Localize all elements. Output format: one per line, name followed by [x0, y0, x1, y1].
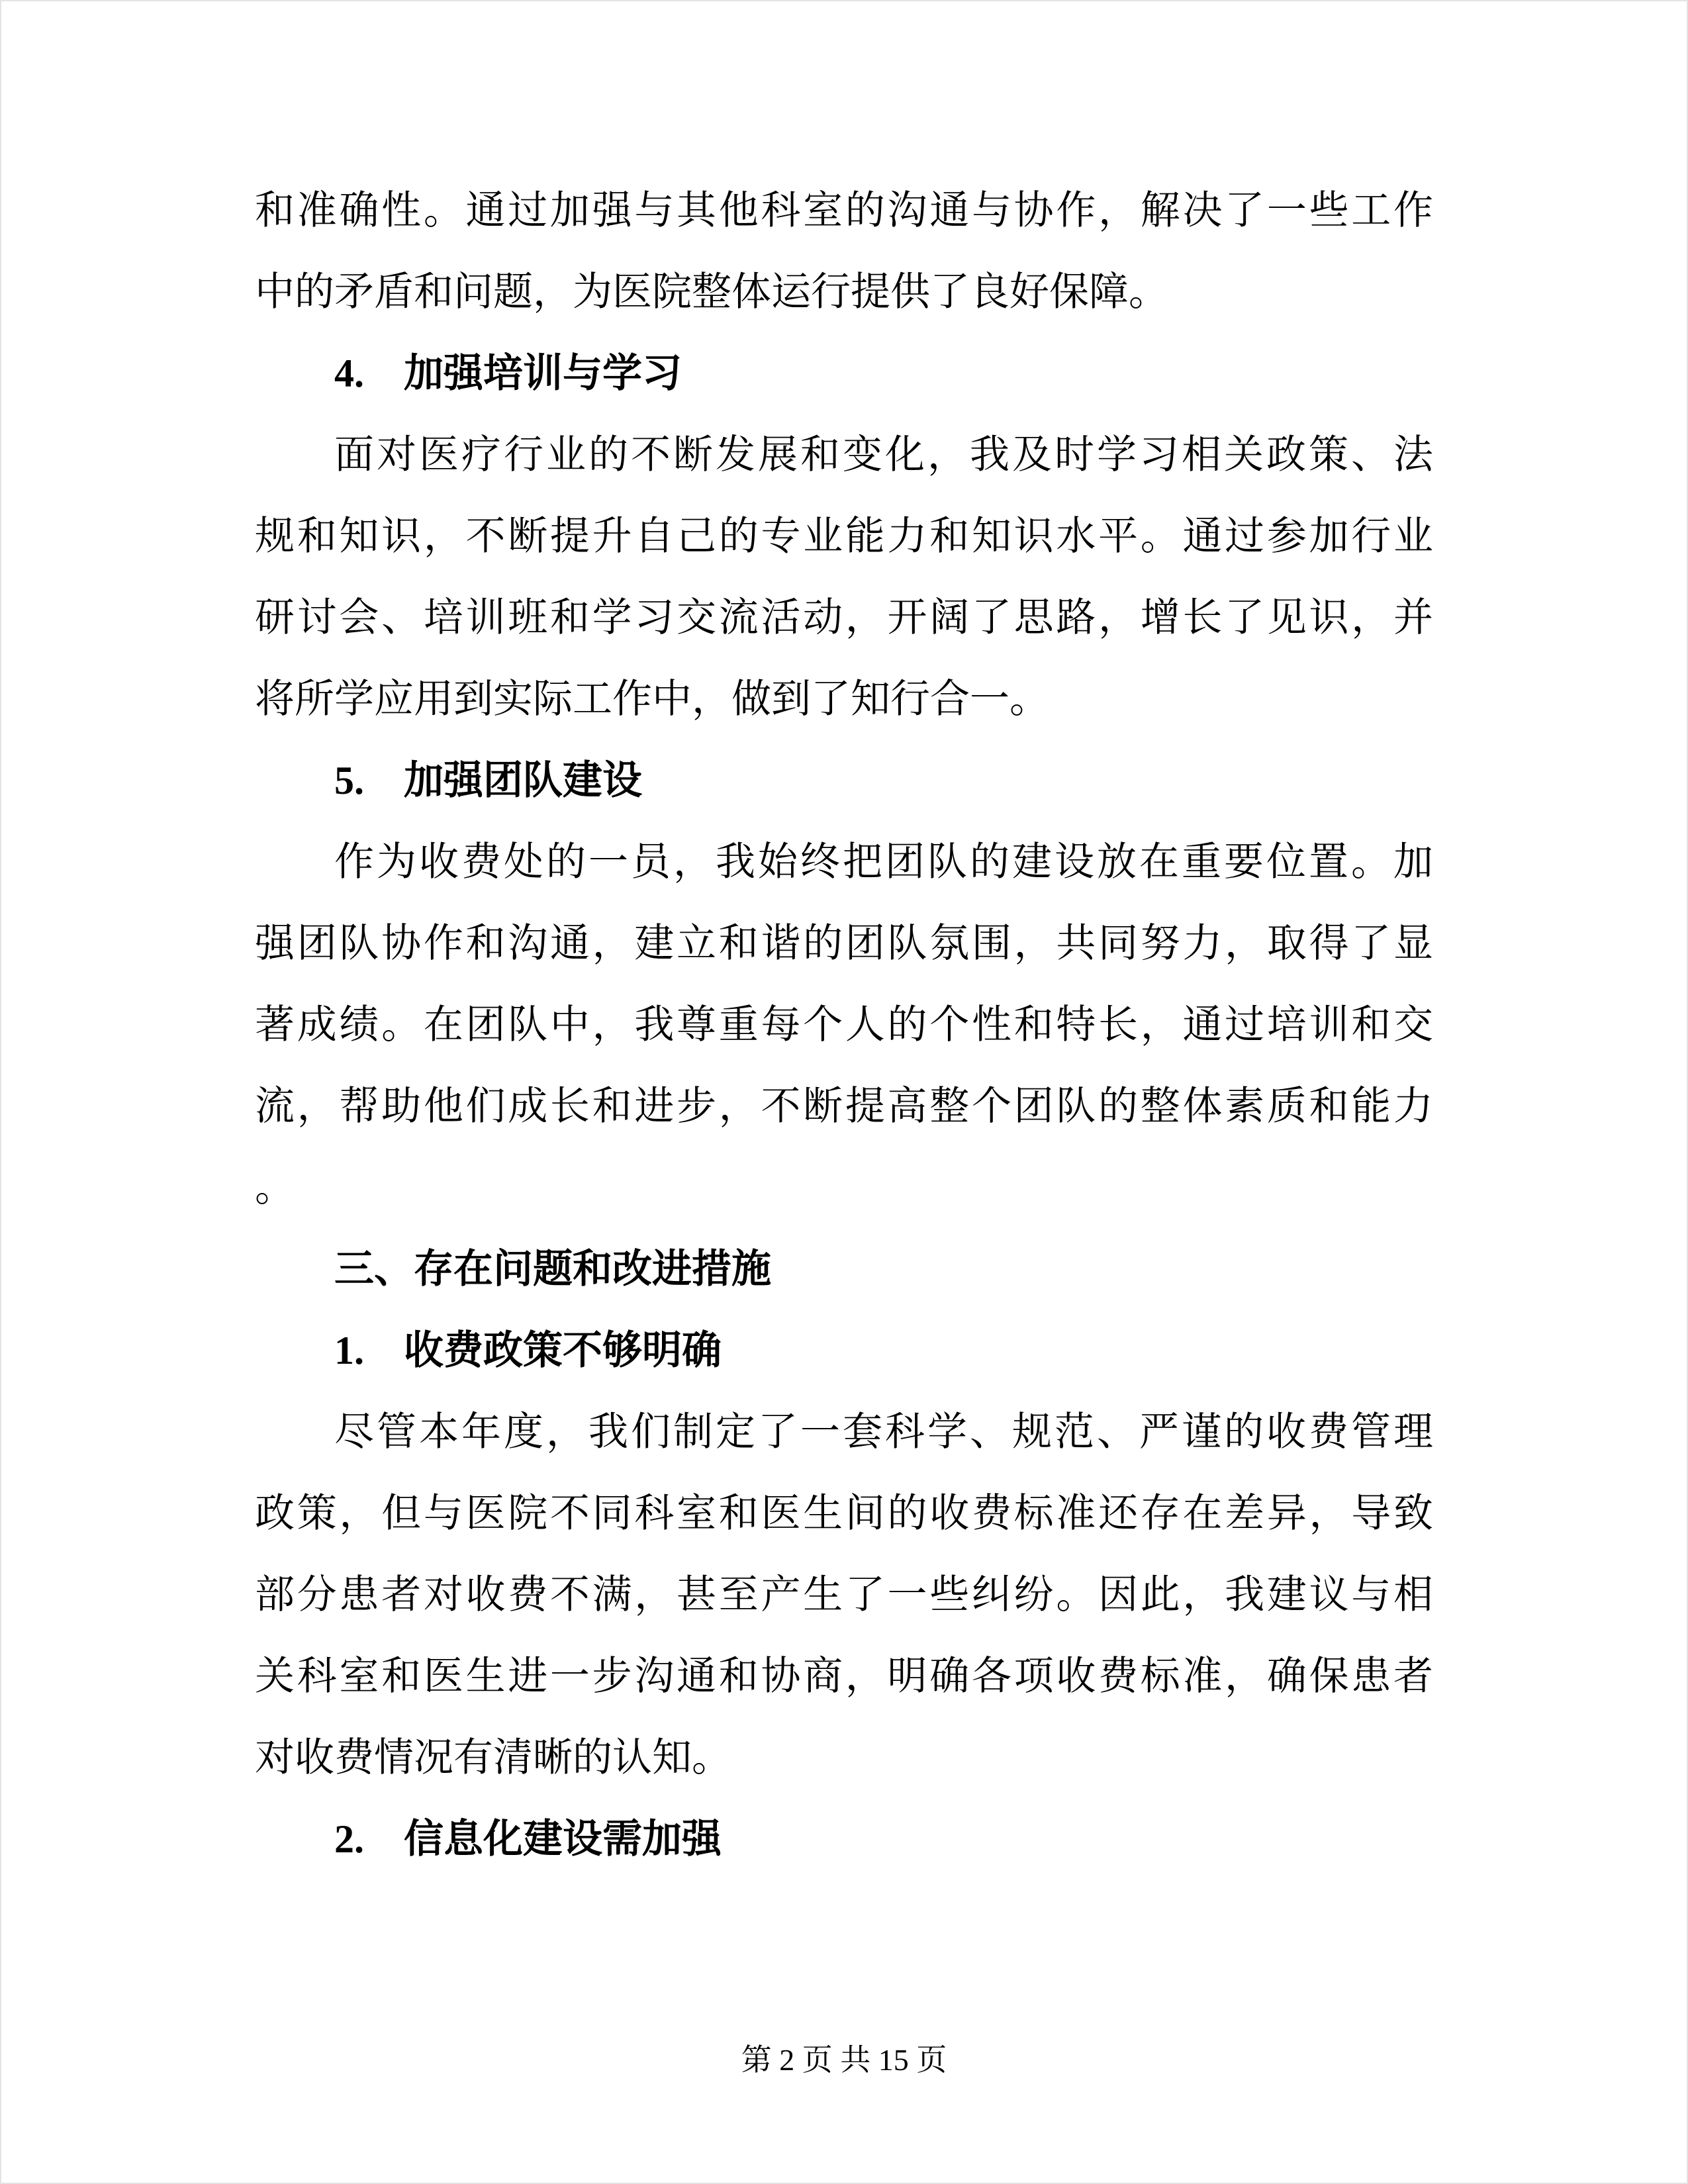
section-heading [255, 1229, 1433, 1310]
text-line: 。 [255, 1166, 295, 1210]
text-line: 面对医疗行业的不断发展和变化，我及时学习相关政策、法 [334, 433, 1433, 477]
text-line: 中的矛盾和问题，为医院整体运行提供了良好保障。 [255, 270, 1168, 314]
page-number-footer: 第 2 页 共 15 页 [741, 2043, 947, 2077]
paragraph [255, 822, 1433, 1229]
text-line: 研讨会、培训班和学习交流活动，开阔了思路，增长了见识，并 [255, 596, 1433, 640]
section-heading [255, 740, 1433, 822]
text-line: 对收费情况有清晰的认知。 [255, 1736, 731, 1780]
section-heading [255, 1799, 1433, 1880]
text-line: 政策，但与医院不同科室和医生间的收费标准还存在差异，导致 [255, 1492, 1433, 1535]
text-line: 著成绩。在团队中，我尊重每个人的个性和特长，通过培训和交 [255, 1003, 1433, 1047]
text-line: 规和知识，不断提升自己的专业能力和知识水平。通过参加行业 [255, 514, 1433, 558]
text-line: 和准确性。通过加强与其他科室的沟通与协作，解决了一些工作 [255, 189, 1433, 232]
text-line: 作为收费处的一员，我始终把团队的建设放在重要位置。加 [334, 840, 1433, 884]
document-body [255, 170, 1433, 1880]
paragraph [255, 414, 1433, 740]
text-line: 关科室和医生进一步沟通和协商，明确各项收费标准，确保患者 [255, 1654, 1433, 1698]
text-line: 部分患者对收费不满，甚至产生了一些纠纷。因此，我建议与相 [255, 1573, 1433, 1617]
text-line: 1. 收费政策不够明确 [334, 1329, 722, 1372]
text-line: 将所学应用到实际工作中，做到了知行合一。 [255, 677, 1049, 721]
text-line: 2. 信息化建设需加强 [334, 1817, 722, 1861]
section-heading [255, 1310, 1433, 1392]
section-heading [255, 333, 1433, 414]
text-line: 5. 加强团队建设 [334, 759, 642, 802]
text-line: 流，帮助他们成长和进步，不断提高整个团队的整体素质和能力 [255, 1084, 1433, 1128]
text-line: 强团队协作和沟通，建立和谐的团队氛围，共同努力，取得了显 [255, 922, 1433, 965]
text-line: 三、存在问题和改进措施 [334, 1247, 771, 1291]
paragraph [255, 1392, 1433, 1799]
paragraph [255, 170, 1433, 333]
text-line: 尽管本年度，我们制定了一套科学、规范、严谨的收费管理 [334, 1410, 1433, 1454]
text-line: 4. 加强培训与学习 [334, 352, 682, 395]
